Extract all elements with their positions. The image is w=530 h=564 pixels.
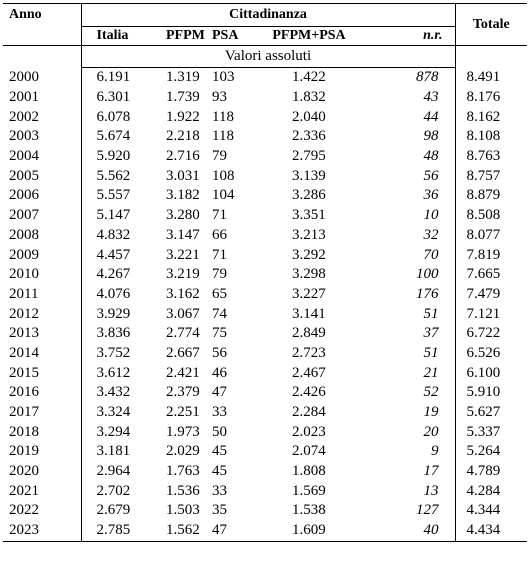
cell-pfpm: 3.182 bbox=[166, 187, 200, 204]
cell-totale: 8.077 bbox=[455, 226, 527, 246]
cell-psa: 35 bbox=[212, 502, 227, 519]
cell-anno: 2019 bbox=[3, 442, 81, 462]
cell-psa: 71 bbox=[212, 207, 227, 224]
table-row bbox=[3, 127, 527, 147]
cell-italia: 4.267 bbox=[96, 266, 131, 283]
cell-psa: 45 bbox=[212, 463, 227, 480]
cell-nr: 36 bbox=[423, 187, 439, 204]
cell-anno: 2021 bbox=[3, 481, 81, 501]
cell-pfpm: 2.218 bbox=[166, 128, 200, 145]
cell-pfpm: 3.162 bbox=[166, 285, 200, 302]
cell-psa: 56 bbox=[212, 344, 227, 361]
cell-psa: 47 bbox=[212, 384, 227, 401]
cell-totale: 5.627 bbox=[455, 403, 527, 423]
cell-pfpm-psa: 3.213 bbox=[292, 226, 326, 243]
cell-anno: 2010 bbox=[3, 265, 81, 285]
cell-anno: 2003 bbox=[3, 127, 81, 147]
cell-psa: 79 bbox=[212, 148, 227, 165]
cell-pfpm-psa: 2.023 bbox=[292, 423, 326, 440]
cell-nr: 9 bbox=[431, 443, 439, 460]
cell-pfpm-psa: 2.795 bbox=[292, 148, 326, 165]
cell-psa: 50 bbox=[212, 423, 227, 440]
cell-pfpm-psa: 2.040 bbox=[292, 108, 326, 125]
cell-anno: 2023 bbox=[3, 521, 81, 541]
cell-italia: 3.612 bbox=[96, 364, 131, 381]
cell-nr: 13 bbox=[423, 482, 439, 499]
cell-anno: 2017 bbox=[3, 403, 81, 423]
cell-nr: 44 bbox=[423, 108, 439, 125]
cell-pfpm-psa: 2.336 bbox=[292, 128, 326, 145]
cell-totale: 4.284 bbox=[455, 481, 527, 501]
table-row bbox=[3, 245, 527, 265]
table-row bbox=[3, 344, 527, 364]
cell-pfpm: 1.503 bbox=[166, 502, 200, 519]
cell-pfpm: 3.280 bbox=[166, 207, 200, 224]
cell-pfpm-psa: 1.422 bbox=[292, 69, 326, 86]
cell-psa: 66 bbox=[212, 226, 227, 243]
table-row bbox=[3, 481, 527, 501]
cell-psa: 33 bbox=[212, 404, 227, 421]
cell-totale: 7.479 bbox=[455, 285, 527, 305]
cell-italia: 6.191 bbox=[96, 69, 131, 86]
header-pfpm: PFPM bbox=[144, 27, 204, 46]
table-row bbox=[3, 363, 527, 383]
cell-italia: 5.147 bbox=[96, 207, 131, 224]
cell-pfpm: 3.147 bbox=[166, 226, 200, 243]
cell-totale: 7.121 bbox=[455, 304, 527, 324]
cell-nr: 51 bbox=[423, 344, 439, 361]
cell-pfpm-psa: 3.298 bbox=[292, 266, 326, 283]
cell-italia: 4.457 bbox=[96, 246, 131, 263]
cell-pfpm-psa: 2.426 bbox=[292, 384, 326, 401]
cell-anno: 2018 bbox=[3, 422, 81, 442]
cell-italia: 3.752 bbox=[96, 344, 131, 361]
cell-pfpm: 1.319 bbox=[166, 69, 200, 86]
cell-totale: 7.819 bbox=[455, 245, 527, 265]
cell-psa: 75 bbox=[212, 325, 227, 342]
cell-italia: 6.301 bbox=[96, 89, 131, 106]
table-row bbox=[3, 166, 527, 186]
cell-pfpm-psa: 3.227 bbox=[292, 285, 326, 302]
cell-italia: 3.324 bbox=[96, 404, 131, 421]
cell-totale: 8.508 bbox=[455, 206, 527, 226]
cell-nr: 19 bbox=[423, 404, 439, 421]
cell-anno: 2015 bbox=[3, 363, 81, 383]
cell-italia: 5.557 bbox=[96, 187, 131, 204]
cell-italia: 5.562 bbox=[96, 167, 131, 184]
cell-psa: 46 bbox=[212, 364, 227, 381]
cell-pfpm: 2.029 bbox=[166, 443, 200, 460]
cell-italia: 3.181 bbox=[96, 443, 131, 460]
cell-totale: 7.665 bbox=[455, 265, 527, 285]
table-row bbox=[3, 68, 527, 88]
cell-anno: 2014 bbox=[3, 344, 81, 364]
cell-totale: 8.763 bbox=[455, 147, 527, 167]
cell-nr: 176 bbox=[416, 285, 439, 302]
cell-nr: 43 bbox=[423, 89, 439, 106]
cell-psa: 93 bbox=[212, 89, 227, 106]
cell-nr: 48 bbox=[423, 148, 439, 165]
subheader-valori-assoluti: Valori assoluti bbox=[81, 46, 455, 68]
cell-totale: 4.434 bbox=[455, 521, 527, 541]
cell-pfpm: 1.536 bbox=[166, 482, 200, 499]
cell-totale: 8.176 bbox=[455, 88, 527, 108]
cell-anno: 2007 bbox=[3, 206, 81, 226]
cell-psa: 118 bbox=[212, 108, 234, 125]
cell-pfpm: 2.667 bbox=[166, 344, 200, 361]
cell-nr: 40 bbox=[360, 521, 455, 541]
cell-psa: 104 bbox=[212, 187, 235, 204]
cell-anno: 2001 bbox=[3, 88, 81, 108]
cell-nr: 878 bbox=[416, 69, 439, 86]
table-row bbox=[3, 304, 527, 324]
cell-pfpm-psa: 1.538 bbox=[292, 502, 326, 519]
cell-nr: 37 bbox=[423, 325, 439, 342]
cell-psa: 118 bbox=[212, 128, 234, 145]
cell-totale: 4.789 bbox=[455, 462, 527, 482]
cell-italia: 3.432 bbox=[96, 384, 131, 401]
cell-nr: 51 bbox=[423, 305, 439, 322]
cell-nr: 70 bbox=[423, 246, 439, 263]
cell-italia: 5.920 bbox=[96, 148, 131, 165]
cell-pfpm-psa: 3.286 bbox=[292, 187, 326, 204]
cell-pfpm: 2.774 bbox=[166, 325, 200, 342]
cell-italia: 2.679 bbox=[96, 502, 131, 519]
cell-italia: 6.078 bbox=[96, 108, 131, 125]
table-row bbox=[3, 265, 527, 285]
cell-anno: 2006 bbox=[3, 186, 81, 206]
cell-anno: 2004 bbox=[3, 147, 81, 167]
cell-totale: 8.162 bbox=[455, 107, 527, 127]
cell-totale: 6.526 bbox=[455, 344, 527, 364]
cell-totale: 5.337 bbox=[455, 422, 527, 442]
cell-nr: 98 bbox=[423, 128, 439, 145]
cell-pfpm: 3.221 bbox=[166, 246, 200, 263]
cell-nr: 10 bbox=[423, 207, 439, 224]
cell-pfpm-psa: 2.467 bbox=[292, 364, 326, 381]
table-row bbox=[3, 501, 527, 521]
cell-pfpm: 2.716 bbox=[166, 148, 200, 165]
cell-anno: 2016 bbox=[3, 383, 81, 403]
cell-pfpm: 1.739 bbox=[166, 89, 200, 106]
cell-anno: 2022 bbox=[3, 501, 81, 521]
cell-italia: 3.836 bbox=[96, 325, 131, 342]
cell-italia: 5.674 bbox=[96, 128, 131, 145]
cell-anno: 2013 bbox=[3, 324, 81, 344]
cell-pfpm: 3.031 bbox=[166, 167, 200, 184]
cell-pfpm: 1.922 bbox=[166, 108, 200, 125]
cell-anno: 2008 bbox=[3, 226, 81, 246]
cell-totale: 4.344 bbox=[455, 501, 527, 521]
header-nr: n.r. bbox=[360, 27, 455, 46]
cell-anno: 2002 bbox=[3, 107, 81, 127]
cell-italia: 2.785 bbox=[81, 521, 144, 541]
table-row bbox=[3, 383, 527, 403]
cell-pfpm: 3.219 bbox=[166, 266, 200, 283]
table-row bbox=[3, 226, 527, 246]
cell-pfpm: 1.973 bbox=[166, 423, 200, 440]
cell-nr: 127 bbox=[416, 502, 439, 519]
cell-totale: 8.491 bbox=[455, 68, 527, 88]
cell-psa: 103 bbox=[212, 69, 235, 86]
cell-psa: 71 bbox=[212, 246, 227, 263]
cell-pfpm: 1.562 bbox=[144, 521, 204, 541]
cell-anno: 2020 bbox=[3, 462, 81, 482]
cell-pfpm: 1.763 bbox=[166, 463, 200, 480]
cell-pfpm-psa: 3.141 bbox=[292, 305, 326, 322]
table-row bbox=[3, 147, 527, 167]
header-totale: Totale bbox=[455, 4, 527, 46]
cell-pfpm-psa: 1.569 bbox=[292, 482, 326, 499]
cell-italia: 2.702 bbox=[96, 482, 131, 499]
cell-italia: 3.929 bbox=[96, 305, 131, 322]
header-italia: Italia bbox=[81, 27, 144, 46]
cell-psa: 33 bbox=[212, 482, 227, 499]
cell-italia: 4.832 bbox=[96, 226, 131, 243]
cell-pfpm-psa: 1.832 bbox=[292, 89, 326, 106]
table-row bbox=[3, 521, 527, 541]
table-row bbox=[3, 285, 527, 305]
table-row bbox=[3, 206, 527, 226]
cell-totale: 8.108 bbox=[455, 127, 527, 147]
cell-pfpm-psa: 1.609 bbox=[258, 521, 360, 541]
header-psa: PSA bbox=[204, 27, 258, 46]
cell-totale: 6.722 bbox=[455, 324, 527, 344]
cell-anno: 2011 bbox=[3, 285, 81, 305]
cell-pfpm-psa: 2.074 bbox=[292, 443, 326, 460]
cell-pfpm-psa: 3.292 bbox=[292, 246, 326, 263]
cell-psa: 74 bbox=[212, 305, 227, 322]
cell-psa: 79 bbox=[212, 266, 227, 283]
cell-psa: 47 bbox=[204, 521, 258, 541]
table-row bbox=[3, 422, 527, 442]
cell-anno: 2009 bbox=[3, 245, 81, 265]
table-row bbox=[3, 324, 527, 344]
cell-italia: 2.964 bbox=[96, 463, 131, 480]
header-cittadinanza: Cittadinanza bbox=[81, 4, 455, 27]
cell-pfpm-psa: 3.139 bbox=[292, 167, 326, 184]
table-row bbox=[3, 107, 527, 127]
header-pfpm-psa: PFPM+PSA bbox=[258, 27, 360, 46]
cell-totale: 5.910 bbox=[455, 383, 527, 403]
cell-psa: 108 bbox=[212, 167, 235, 184]
cell-totale: 6.100 bbox=[455, 363, 527, 383]
cell-pfpm: 2.421 bbox=[166, 364, 200, 381]
cell-nr: 17 bbox=[423, 463, 439, 480]
cell-italia: 3.294 bbox=[96, 423, 131, 440]
cell-pfpm-psa: 2.284 bbox=[292, 404, 326, 421]
cell-anno: 2012 bbox=[3, 304, 81, 324]
cittadinanza-table bbox=[3, 3, 527, 542]
table-row bbox=[3, 186, 527, 206]
cell-psa: 45 bbox=[212, 443, 227, 460]
cell-pfpm-psa: 1.808 bbox=[292, 463, 326, 480]
cell-psa: 65 bbox=[212, 285, 227, 302]
cell-nr: 56 bbox=[423, 167, 439, 184]
cell-nr: 21 bbox=[423, 364, 439, 381]
cell-pfpm-psa: 3.351 bbox=[292, 207, 326, 224]
cell-pfpm: 2.251 bbox=[166, 404, 200, 421]
cell-nr: 52 bbox=[423, 384, 439, 401]
cell-pfpm-psa: 2.723 bbox=[292, 344, 326, 361]
cell-pfpm: 3.067 bbox=[166, 305, 200, 322]
cell-nr: 20 bbox=[423, 423, 439, 440]
cell-pfpm: 2.379 bbox=[166, 384, 200, 401]
table-row bbox=[3, 462, 527, 482]
cell-anno: 2005 bbox=[3, 166, 81, 186]
cell-italia: 4.076 bbox=[96, 285, 131, 302]
table-row bbox=[3, 403, 527, 423]
cell-nr: 100 bbox=[416, 266, 439, 283]
cell-totale: 8.757 bbox=[455, 166, 527, 186]
table-row bbox=[3, 442, 527, 462]
cell-totale: 8.879 bbox=[455, 186, 527, 206]
table-row bbox=[3, 88, 527, 108]
header-anno: Anno bbox=[3, 4, 81, 46]
cell-totale: 5.264 bbox=[455, 442, 527, 462]
cell-anno: 2000 bbox=[3, 68, 81, 88]
cell-nr: 32 bbox=[423, 226, 439, 243]
cell-pfpm-psa: 2.849 bbox=[292, 325, 326, 342]
statistics-table-page bbox=[3, 3, 527, 542]
